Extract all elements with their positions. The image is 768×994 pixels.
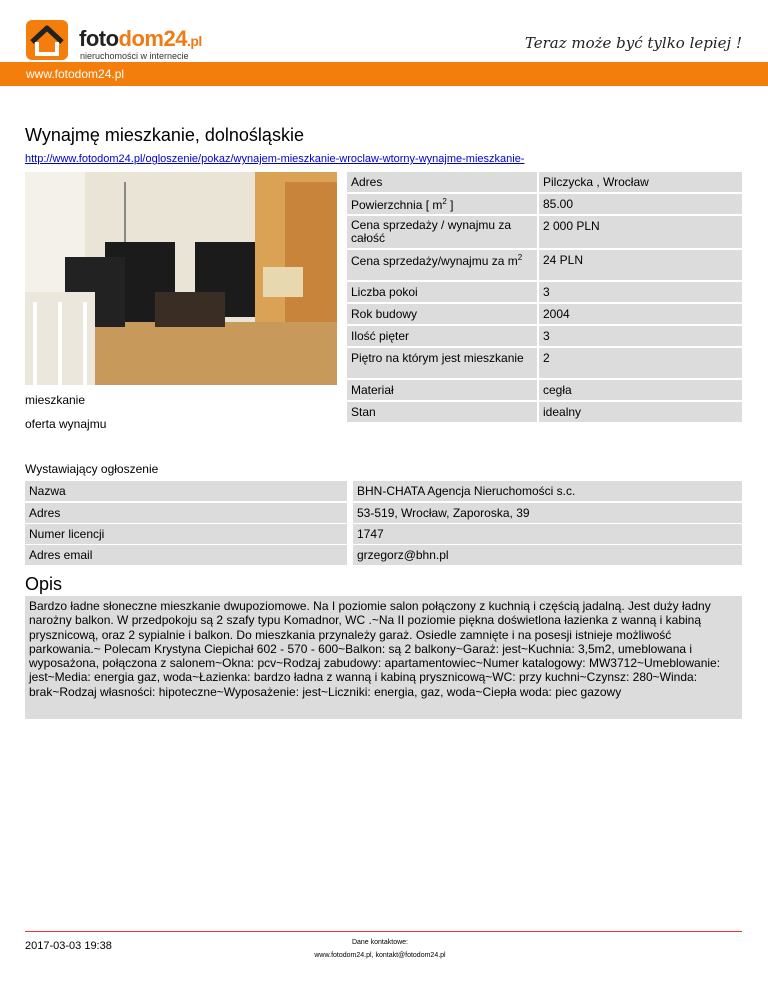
property-value: 3 xyxy=(539,326,742,346)
listing-type: mieszkanie xyxy=(25,393,86,407)
description-text: Bardzo ładne słoneczne mieszkanie dwupoziomowe. Na I poziomie salon połączony z kuchnią i częścią jadalną. Jest duży ładny narożny balkon. W przedpokoju są 2 szafy typu Komadnor, WC .~Na II poziomie piękna doświetlona łazienka z wanną i kabiną prysznicową, oraz 2 sypialnie i balkon. Do mieszkania przynależy garaż. Osiedle zamnięte i na posesji istnieje możliwość parkowania.~ Polecam Krystyna Ciepichał 602 - 570 - 600~Balkon: są 2 balkony~Garaż: jest~Kuchnia: 3,5m2, umeblowana i wyposażona, połączona z salonem~Okna: pcv~Rodzaj zabudowy: apartamentowiec~Numer katalogowy: MW3712~Umeblowanie: jest~Media: energia gaz, woda~Łazienka: bardzo ładna z wanną i kabiną prysznicową~WC: przy kuchni~Czynsz: 280~Winda: brak~Rodzaj własności: hipoteczne~Wyposażenie: jest~Liczniki: energia, gaz, woda~Ciepła woda: piec gazowy xyxy=(25,596,742,719)
property-value: idealny xyxy=(539,402,742,422)
footer-date: 2017-03-03 19:38 xyxy=(25,940,112,952)
property-label: Piętro na którym jest mieszkanie xyxy=(347,348,537,378)
site-url[interactable]: www.fotodom24.pl xyxy=(26,67,125,81)
apartment-photo xyxy=(25,172,337,385)
property-label: Liczba pokoi xyxy=(347,282,537,302)
contact-value[interactable]: www.fotodom24.pl, kontakt@fotodom24.pl xyxy=(314,952,446,959)
property-value: 2 000 PLN xyxy=(539,216,742,248)
property-label: Materiał xyxy=(347,380,537,400)
listing-title: Wynajmę mieszkanie, dolnośląskie xyxy=(25,125,304,145)
property-label: Stan xyxy=(347,402,537,422)
advertiser-value: 53-519, Wrocław, Zaporoska, 39 xyxy=(353,503,742,523)
advertiser-label: Adres xyxy=(25,503,347,523)
advertiser-email[interactable]: grzegorz@bhn.pl xyxy=(353,545,742,565)
contact-label: Dane kontaktowe: xyxy=(351,939,409,946)
property-value: 2 xyxy=(539,348,742,378)
advertiser-label: Nazwa xyxy=(25,481,347,501)
description-heading: Opis xyxy=(25,574,63,594)
property-value: 85.00 xyxy=(539,194,742,214)
property-value: Pilczycka , Wrocław xyxy=(539,172,742,192)
property-label: Cena sprzedaży/wynajmu za $m^2$ xyxy=(347,250,537,280)
property-label: Powierzchnia [ $m^2$ ] xyxy=(347,194,537,214)
property-label: Ilość pięter xyxy=(347,326,537,346)
slogan: Teraz może być tylko lepiej ! xyxy=(524,34,742,52)
page-header xyxy=(0,0,768,60)
listing-link[interactable]: http://www.fotodom24.pl/ogloszenie/pokaz/wynajem-mieszkanie-wroclaw-wtorny-wynajme-mieszkanie- xyxy=(25,153,525,165)
property-label: Adres xyxy=(347,172,537,192)
house-logo-icon xyxy=(24,18,72,62)
brand-subtitle: nieruchomości w internecie xyxy=(80,51,189,61)
property-label: Cena sprzedaży / wynajmu za całość xyxy=(347,216,537,248)
brand-logo-text: fotodom24.pl xyxy=(79,26,202,51)
property-value: 2004 xyxy=(539,304,742,324)
advertiser-label: Numer licencji xyxy=(25,524,347,544)
property-value: cegła xyxy=(539,380,742,400)
property-value: 24 PLN xyxy=(539,250,742,280)
advertiser-value: BHN-CHATA Agencja Nieruchomości s.c. xyxy=(353,481,742,501)
offer-type: oferta wynajmu xyxy=(25,417,107,431)
advertiser-value: 1747 xyxy=(353,524,742,544)
advertiser-label: Adres email xyxy=(25,545,347,565)
top-bar xyxy=(0,62,768,86)
property-value: 3 xyxy=(539,282,742,302)
advertiser-heading: Wystawiający ogłoszenie xyxy=(25,462,159,476)
footer-contact xyxy=(280,936,480,962)
footer-divider xyxy=(25,931,742,932)
property-label: Rok budowy xyxy=(347,304,537,324)
